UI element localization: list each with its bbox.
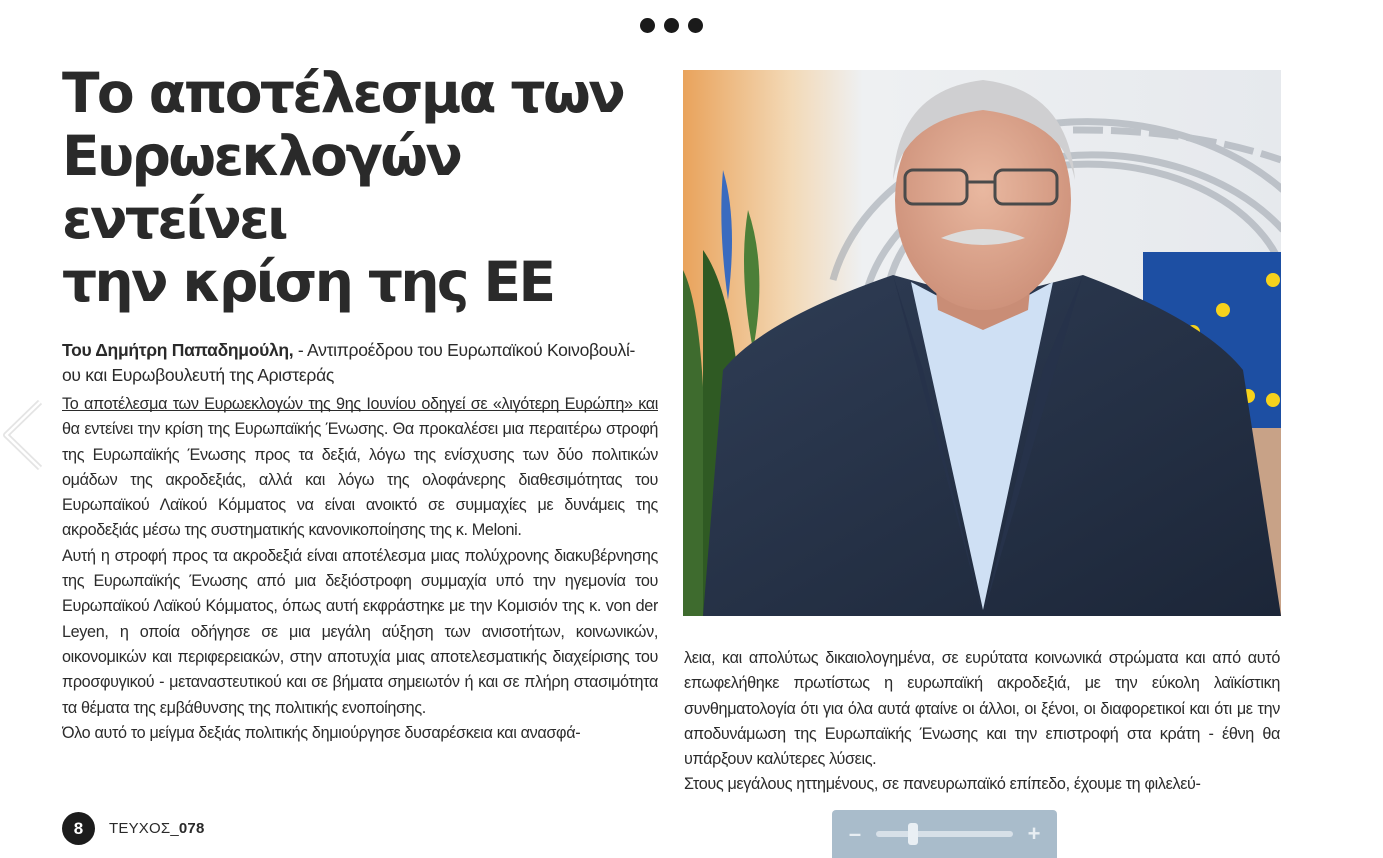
- author-role-continued: ου και Ευρωβουλευτή της Αριστεράς: [62, 365, 335, 385]
- more-dots-icon[interactable]: [640, 18, 703, 33]
- zoom-in-button[interactable]: +: [1027, 821, 1041, 846]
- page-number: 8: [62, 812, 95, 845]
- zoom-out-button[interactable]: –: [848, 821, 862, 846]
- zoom-slider-track[interactable]: [876, 831, 1013, 837]
- paragraph: λεια, και απολύτως δικαιολογημένα, σε ευρύτατα κοινωνικά στρώματα και από αυτό επωφελήθηκε πρωτίστως η ευρωπαϊκή ακροδεξιά, με την εύκολη λαϊκίστικη συνθηματολογία ότι για όλα αυτά φταίνε οι άλλοι, οι ξένοι, οι διαφορετικοί και ότι με την αποδυνάμωση της Ευρωπαϊκής Ένωσης και την επιστροφή στα κράτη - έθνη θα υπάρξουν καλύτερες λύσεις.: [684, 649, 1280, 769]
- dot: [664, 18, 679, 33]
- dot: [640, 18, 655, 33]
- article-title: [62, 62, 658, 314]
- issue-prefix: ΤΕΥΧΟΣ_: [109, 820, 179, 837]
- title-line: Ευρωεκλογών εντείνει: [62, 124, 461, 251]
- article-body-right: [684, 646, 1280, 798]
- zoom-slider-thumb[interactable]: [908, 823, 918, 845]
- paragraph: Το αποτέλεσμα των Ευρωεκλογών της 9ης Ιουνίου οδηγεί σε «λιγότερη Ευρώπη» και θα εντείνει την κρίση της Ευρωπαϊκής Ένωσης. Θα προκαλέσει μια περαιτέρω στροφή της Ευρωπαϊκής Ένωσης προς τα δεξιά, λόγω της ενίσχυσης των δύο πολιτικών ομάδων της ακροδεξιάς, αλλά και λόγω της ολοφάνερης διαθεσιμότητας του Ευρωπαϊκού Λαϊκού Κόμματος να είναι ανοικτό σε συμμαχίες με δυνάμεις της ακροδεξιάς μέσω της συστηματικής κανονικοποίησης της κ. Meloni.: [62, 395, 658, 540]
- issue-label: [109, 820, 205, 837]
- paragraph: Αυτή η στροφή προς τα ακροδεξιά είναι αποτέλεσμα μιας πολύχρονης διακυβέρνησης της Ευρωπαϊκής Ένωσης από μια δεξιόστροφη συμμαχία υπό την ηγεμονία του Ευρωπαϊκού Λαϊκού Κόμματος, όπως αυτή εκφράστηκε με την Κομισιόν της κ. von der Leyen, η οποία οδήγησε σε μια μεγάλη αύξηση των ανισοτήτων, κοινωνικών, οικονομικών και περιφερειακών, στην αποτυχία μιας αποτελεσματικής διαχείρισης του προσφυγικού - μεταναστευτικού και σε βήματα σημειωτόν ή και σε πλήρη στασιμότητα τα θέματα της εμβάθυνσης της πολιτικής ενοποίησης.: [62, 546, 658, 717]
- issue-number: 078: [178, 820, 205, 837]
- title-line: την κρίση της ΕΕ: [62, 250, 554, 314]
- author-role: - Αντιπροέδρου του Ευρωπαϊκού Κοινοβουλί-: [293, 340, 636, 360]
- paragraph: Όλο αυτό το μείγμα δεξιάς πολιτικής δημιούργησε δυσαρέσκεια και ανασφά-: [62, 723, 581, 742]
- page-footer: [62, 812, 205, 845]
- chevron-left-icon[interactable]: [0, 398, 46, 472]
- author-photo: [683, 70, 1281, 616]
- paragraph: Στους μεγάλους ηττημένους, σε πανευρωπαϊκό επίπεδο, έχουμε τη φιλελεύ-: [684, 775, 1201, 794]
- article-header: [62, 62, 658, 411]
- article-body-left: [62, 392, 658, 798]
- title-line: Το αποτέλεσμα των: [62, 61, 624, 125]
- byline: [62, 338, 658, 388]
- author-name: Του Δημήτρη Παπαδημούλη,: [62, 340, 294, 360]
- zoom-control: [832, 810, 1057, 858]
- dot: [688, 18, 703, 33]
